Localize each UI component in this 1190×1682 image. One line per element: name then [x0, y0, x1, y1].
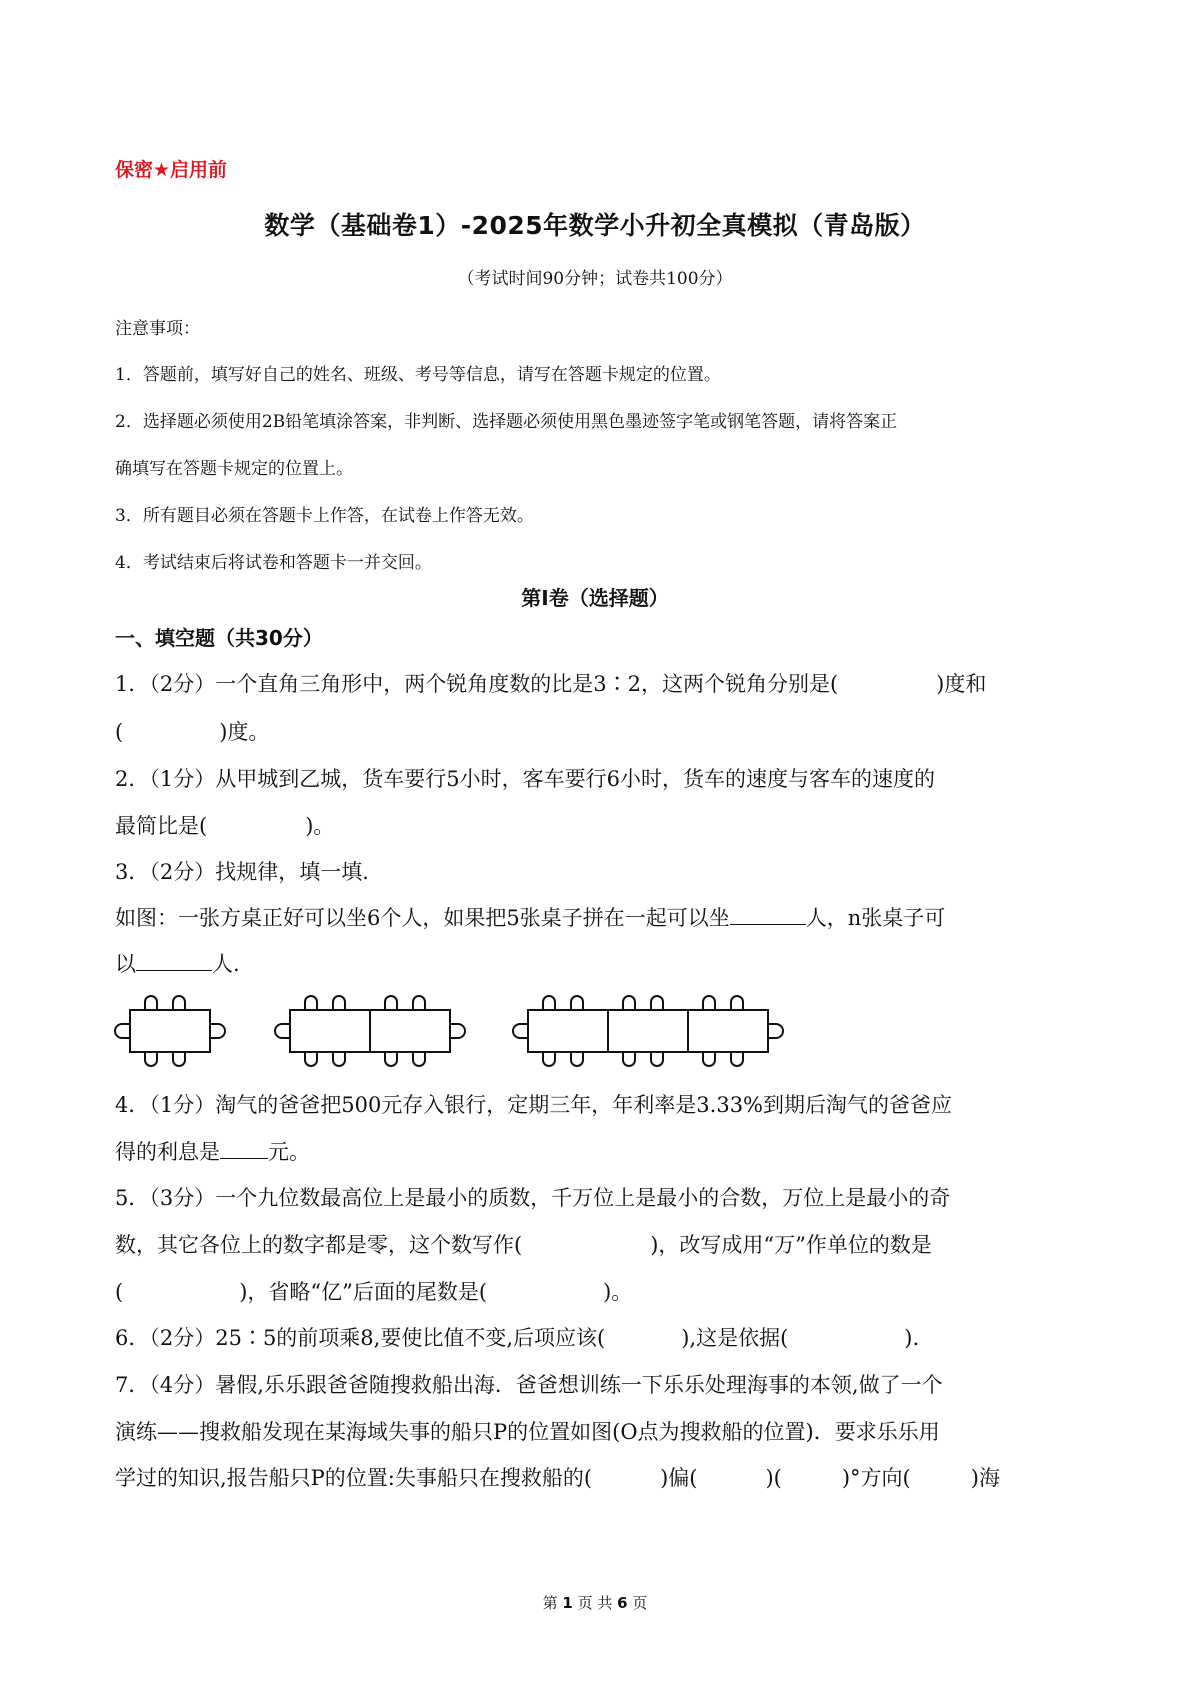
section-title: 第Ⅰ卷（选择题）	[521, 586, 669, 610]
notice-item: 1．答题前，填写好自己的姓名、班级、考号等信息，请写在答题卡规定的位置。	[115, 365, 721, 385]
chair-top	[543, 996, 743, 1010]
notice-heading: 注意事项：	[115, 319, 200, 339]
table-rect	[528, 1010, 768, 1052]
question-3-line: 如图：一张方桌正好可以坐6个人，如果把5张桌子拼在一起可以坐 人，n张桌子可	[115, 902, 945, 932]
question-7-line: 演练——搜救船发现在某海域失事的船只P的位置如图(O点为搜救船的位置)．要求乐乐用	[115, 1420, 940, 1444]
notice-item: 确填写在答题卡规定的位置上。	[115, 459, 353, 479]
question-1-line: 1．（2分）一个直角三角形中，两个锐角度数的比是3∶2，这两个锐角分别是( )度和	[115, 672, 987, 696]
question-4-line: 得的利息是 元。	[115, 1136, 310, 1166]
question-3-line: 3．（2分）找规律，填一填.	[115, 860, 369, 884]
chair-bottom	[543, 1052, 743, 1066]
part-title: 一、填空题（共30分）	[115, 626, 323, 650]
tables-figure	[110, 990, 830, 1076]
question-3-line: 以 人.	[115, 948, 240, 978]
notice-item: 2．选择题必须使用2B铅笔填涂答案，非判断、选择题必须使用黑色墨迹签字笔或钢笔答题，请将答案正	[115, 412, 898, 432]
table-group-3	[513, 996, 783, 1066]
answer-blank[interactable]	[136, 949, 212, 971]
table-group-2	[275, 996, 465, 1066]
question-5-line: 5．（3分）一个九位数最高位上是最小的质数，千万位上是最小的合数，万位上是最小的奇	[115, 1186, 951, 1210]
chair-bottom	[145, 1052, 185, 1066]
answer-blank[interactable]	[730, 903, 806, 925]
question-6-line: 6．（2分）25∶5的前项乘8,要使比值不变,后项应该( ),这是依据( ).	[115, 1326, 920, 1350]
page-number: 1	[562, 1594, 573, 1612]
page-title: 数学（基础卷1）-2025年数学小升初全真模拟（青岛版）	[264, 211, 926, 240]
question-7-line: 7．（4分）暑假,乐乐跟爸爸随搜救船出海．爸爸想训练一下乐乐处理海事的本领,做了一个	[115, 1373, 943, 1397]
exam-subtitle: （考试时间90分钟；试卷共100分）	[457, 269, 733, 289]
question-7-line: 学过的知识,报告船只P的位置:失事船只在搜救船的( )偏( )( )°方向( )海	[115, 1466, 1000, 1490]
question-1-line: ( )度。	[115, 720, 270, 744]
question-4-line: 4．（1分）淘气的爸爸把500元存入银行，定期三年，年利率是3.33%到期后淘气的爸爸应	[115, 1093, 953, 1117]
chair-sides	[513, 1024, 783, 1038]
chair-top	[145, 996, 185, 1010]
notice-item: 3．所有题目必须在答题卡上作答，在试卷上作答无效。	[115, 506, 534, 526]
chair-bottom	[305, 1052, 425, 1066]
chair-top	[305, 996, 425, 1010]
question-2-line: 最简比是( )。	[115, 814, 335, 838]
notice-item: 4．考试结束后将试卷和答题卡一并交回。	[115, 553, 432, 573]
chair-sides	[115, 1024, 225, 1038]
question-5-line: 数，其它各位上的数字都是零，这个数写作( )，改写成用“万”作单位的数是	[115, 1233, 932, 1257]
table-rect	[130, 1010, 210, 1052]
table-group-1	[115, 996, 225, 1066]
question-5-line: ( )，省略“亿”后面的尾数是( )。	[115, 1280, 633, 1304]
secret-label: 保密★启用前	[115, 159, 228, 181]
page-total: 6	[617, 1594, 628, 1612]
question-2-line: 2．（1分）从甲城到乙城，货车要行5小时，客车要行6小时，货车的速度与客车的速度的	[115, 767, 935, 791]
answer-blank[interactable]	[220, 1137, 268, 1159]
page-footer: 第 1 页 共 6 页	[542, 1594, 648, 1612]
